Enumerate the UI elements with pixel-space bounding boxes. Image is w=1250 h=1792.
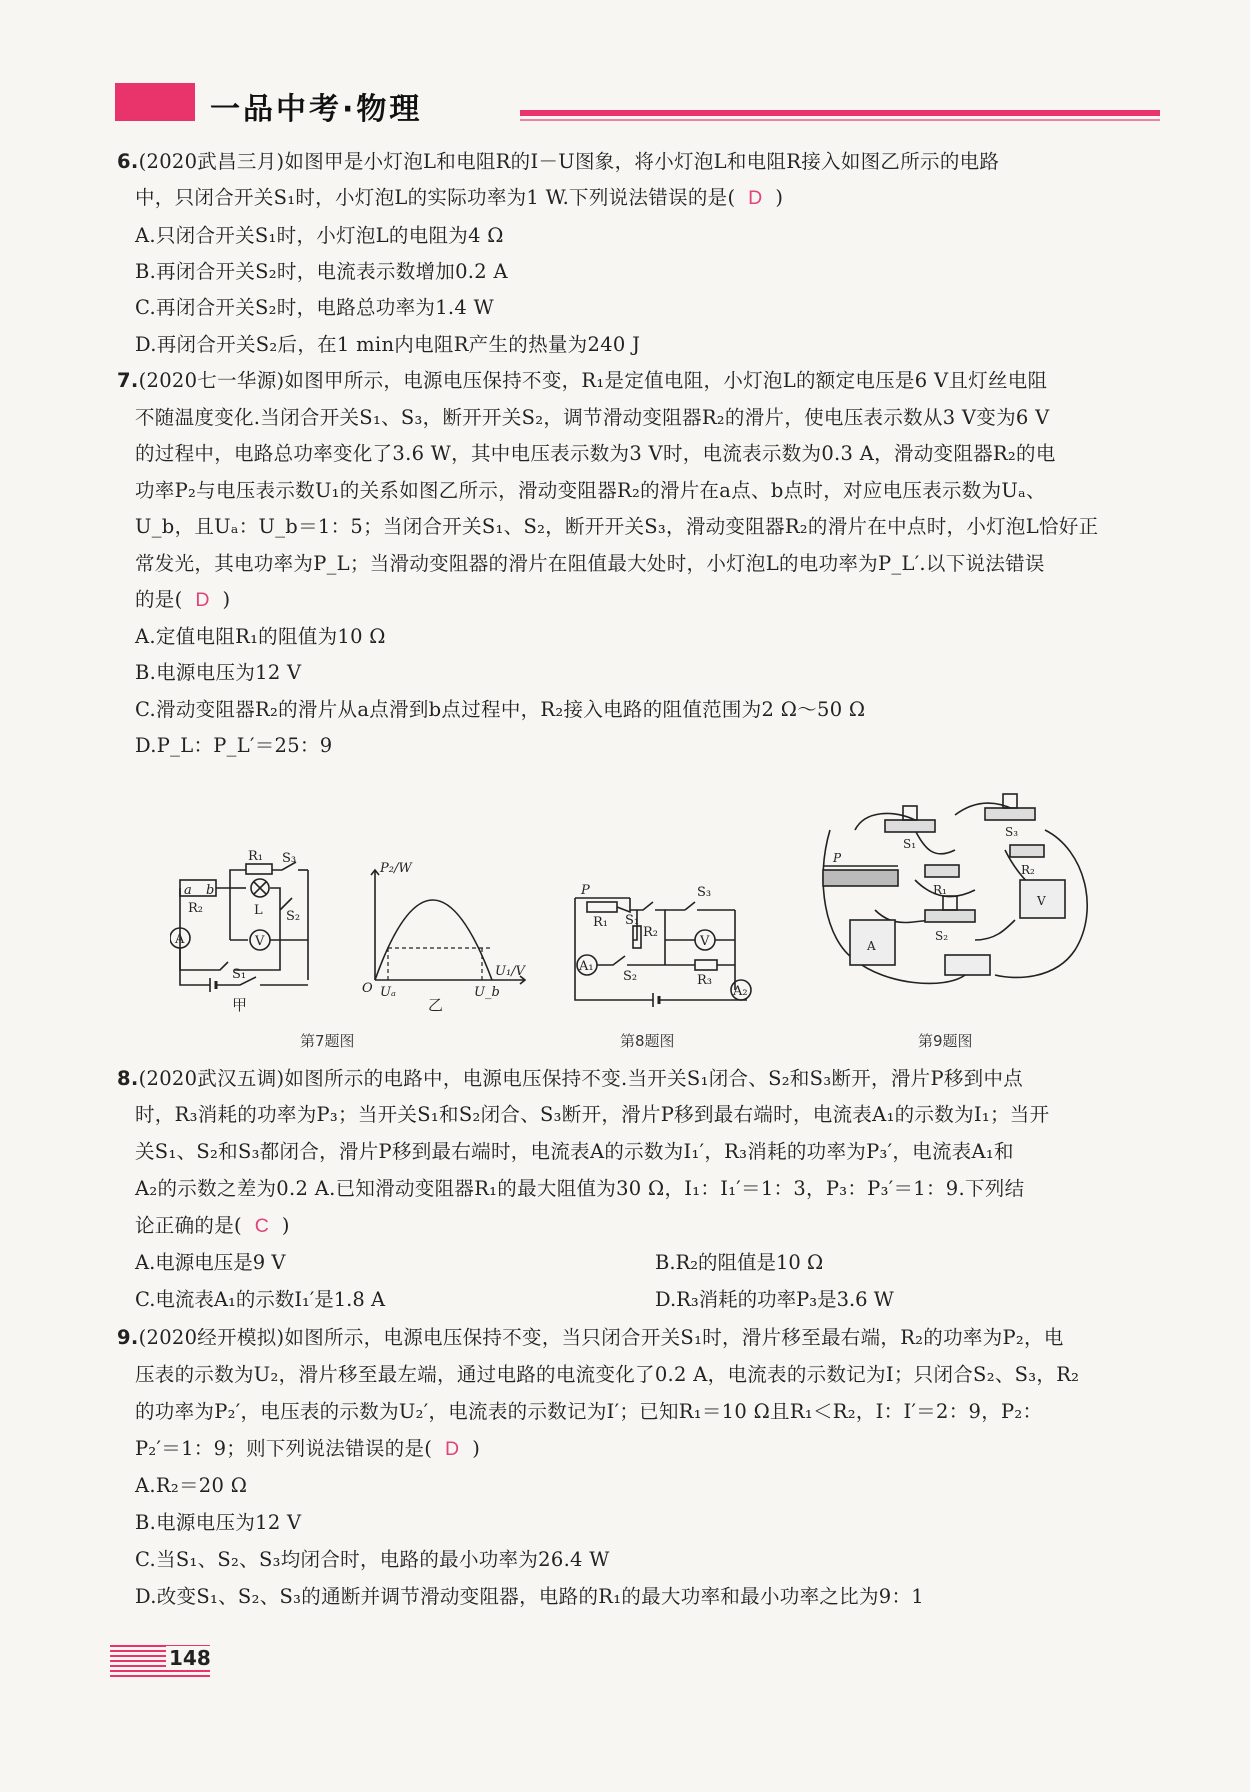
- page-number: 148: [166, 1646, 214, 1670]
- fig8-label-r1: R₁: [593, 915, 608, 930]
- fig7-graph-origin: O: [362, 981, 373, 996]
- fig9-label-r2: R₂: [1021, 863, 1035, 877]
- switch-s2: [925, 910, 975, 922]
- option-6b: B.再闭合开关S₂时，电流表示数增加0.2 A: [135, 260, 508, 283]
- question-7-line-4: 功率P₂与电压表示数U₁的关系如图乙所示，滑动变阻器R₂的滑片在a点、b点时，对应电压表示数为Uₐ、: [135, 479, 1046, 502]
- fig8-label-v: V: [700, 934, 710, 949]
- fig7-label-r2: R₂: [188, 901, 203, 916]
- switch-s1: [885, 820, 935, 832]
- option-8c: C.电流表A₁的示数I₁′是1.8 A: [135, 1288, 386, 1311]
- resistor-r1: [587, 902, 617, 912]
- fig8-label-s1: S₁: [625, 913, 640, 928]
- resistor-r1: [246, 864, 272, 874]
- fig8-label-p: P: [581, 883, 590, 898]
- question-8-line-2: 时，R₃消耗的功率为P₃；当开关S₁和S₂闭合、S₃断开，滑片P移到最右端时，电流表A₁的示数为I₁；当开: [135, 1103, 1050, 1126]
- header-title: 一品中考·物理: [210, 92, 423, 127]
- fig9-label-s2: S₂: [935, 929, 949, 943]
- question-6-line-2: 中，只闭合开关S₁时，小灯泡L的实际功率为1 W.下列说法错误的是( D ): [135, 186, 784, 209]
- fig7-label-r1: R₁: [248, 850, 263, 864]
- figure-9: [815, 790, 1100, 995]
- option-9c: C.当S₁、S₂、S₃均闭合时，电路的最小功率为26.4 W: [135, 1548, 610, 1571]
- option-6d: D.再闭合开关S₂后，在1 min内电阻R产生的热量为240 J: [135, 333, 641, 356]
- answer-6: D: [748, 187, 763, 209]
- fig7-graph-xlabel: U₁/V: [495, 964, 525, 979]
- fig7-graph-ub: U_b: [474, 985, 500, 1000]
- option-8d: D.R₃消耗的功率P₃是3.6 W: [655, 1288, 894, 1311]
- option-8a: A.电源电压是9 V: [135, 1251, 286, 1274]
- question-8-line-5: 论正确的是( C ): [135, 1214, 290, 1237]
- caption-fig8: 第8题图: [620, 1032, 675, 1050]
- rheostat: [823, 870, 898, 886]
- fig8-label-s2: S₂: [623, 969, 638, 984]
- fig9-label-p: P: [833, 851, 842, 865]
- option-9a: A.R₂＝20 Ω: [135, 1474, 248, 1497]
- option-7a: A.定值电阻R₁的阻值为10 Ω: [135, 625, 386, 648]
- question-9-line-1: 9.(2020经开模拟)如图所示，电源电压保持不变，当只闭合开关S₁时，滑片移至最右端，R₂的功率为P₂，电: [117, 1326, 1064, 1349]
- fig7-jia-label: 甲: [232, 996, 248, 1014]
- fig7-graph-ua: Uₐ: [380, 985, 396, 1000]
- resistor-r2: [1010, 845, 1044, 857]
- option-9b: B.电源电压为12 V: [135, 1511, 302, 1534]
- option-7d: D.P_L：P_L′＝25：9: [135, 734, 333, 757]
- caption-fig7: 第7题图: [300, 1032, 355, 1050]
- question-6-line-1: 6.(2020武昌三月)如图甲是小灯泡L和电阻R的I－U图象，将小灯泡L和电阻R接入如图乙所示的电路: [117, 150, 1000, 173]
- resistor-r3: [695, 960, 717, 970]
- figure-7: [170, 850, 550, 1015]
- battery: [945, 955, 990, 975]
- fig8-label-a2: A₂: [733, 984, 748, 999]
- graph-curve: [375, 900, 492, 980]
- figure-8: [565, 880, 755, 1015]
- question-7-line-7: 的是( D ): [135, 588, 231, 611]
- option-7b: B.电源电压为12 V: [135, 661, 302, 684]
- fig8-label-a1: A₁: [579, 959, 594, 974]
- question-8-line-3: 关S₁、S₂和S₃都闭合，滑片P移到最右端时，电流表A的示数为I₁′，R₃消耗的功率为P₃′，电流表A₁和: [135, 1140, 1014, 1163]
- fig7-label-a: a: [184, 883, 192, 898]
- question-9-line-4: P₂′＝1：9；则下列说法错误的是( D ): [135, 1437, 481, 1460]
- header-rule-thin: [520, 119, 1160, 121]
- fig7-label-v: V: [255, 934, 265, 949]
- fig7-graph-ylabel: P₂/W: [380, 861, 412, 876]
- question-9-line-2: 压表的示数为U₂，滑片移至最左端，通过电路的电流变化了0.2 A，电流表的示数记为I；只闭合S₂、S₃，R₂: [135, 1363, 1080, 1386]
- answer-9: D: [444, 1438, 460, 1460]
- question-7-line-1: 7.(2020七一华源)如图甲所示，电源电压保持不变，R₁是定值电阻，小灯泡L的额定电压是6 V且灯丝电阻: [117, 369, 1048, 392]
- header-rule: [520, 110, 1160, 116]
- option-8b: B.R₂的阻值是10 Ω: [655, 1251, 824, 1274]
- fig9-label-s1: S₁: [903, 837, 917, 851]
- answer-8: C: [254, 1215, 270, 1237]
- question-9-line-3: 的功率为P₂′，电压表的示数为U₂′，电流表的示数记为I′；已知R₁＝10 Ω且R₁＜R₂，I：I′＝2：9，P₂：: [135, 1400, 1043, 1423]
- option-9d: D.改变S₁、S₂、S₃的通断并调节滑动变阻器，电路的R₁的最大功率和最小功率之比为9：1: [135, 1585, 924, 1608]
- fig8-label-r2: R₂: [643, 925, 658, 940]
- fig7-label-s2: S₂: [286, 909, 301, 924]
- fig7-label-l: L: [254, 903, 263, 918]
- option-6c: C.再闭合开关S₂时，电路总功率为1.4 W: [135, 296, 494, 319]
- question-7-line-2: 不随温度变化.当闭合开关S₁、S₃，断开开关S₂，调节滑动变阻器R₂的滑片，使电压表示数从3 V变为6 V: [135, 406, 1050, 429]
- question-7-line-3: 的过程中，电路总功率变化了3.6 W，其中电压表示数为3 V时，电流表示数为0.3 A，滑动变阻器R₂的电: [135, 442, 1056, 465]
- fig8-label-r3: R₃: [697, 973, 712, 988]
- answer-7: D: [195, 589, 210, 611]
- header-accent-block: [115, 83, 195, 121]
- fig7-label-a-meter: A: [175, 932, 185, 947]
- option-6a: A.只闭合开关S₁时，小灯泡L的电阻为4 Ω: [135, 224, 504, 247]
- fig8-label-s3: S₃: [697, 885, 712, 900]
- question-8-line-1: 8.(2020武汉五调)如图所示的电路中，电源电压保持不变.当开关S₁闭合、S₂和S₃断开，滑片P移到中点: [117, 1067, 1024, 1090]
- fig9-label-s3: S₃: [1005, 825, 1019, 839]
- question-7-line-6: 常发光，其电功率为P_L；当滑动变阻器的滑片在阻值最大处时，小灯泡L的电功率为P_L′.以下说法错误: [135, 552, 1045, 575]
- caption-fig9: 第9题图: [918, 1032, 973, 1050]
- fig7-label-b: b: [206, 883, 215, 898]
- resistor-r1: [925, 865, 959, 877]
- fig9-label-v: V: [1037, 894, 1046, 908]
- fig9-label-r1: R₁: [933, 883, 947, 897]
- fig9-label-a: A: [867, 939, 876, 953]
- option-7c: C.滑动变阻器R₂的滑片从a点滑到b点过程中，R₂接入电路的阻值范围为2 Ω～50 Ω: [135, 698, 866, 721]
- fig7-yi-label: 乙: [428, 996, 444, 1014]
- fig7-label-s1: S₁: [232, 967, 247, 982]
- switch-s3: [985, 808, 1035, 820]
- fig7-label-s3: S₃: [282, 851, 297, 866]
- question-8-line-4: A₂的示数之差为0.2 A.已知滑动变阻器R₁的最大阻值为30 Ω，I₁：I₁′＝1：3，P₃：P₃′＝1：9.下列结: [135, 1177, 1025, 1200]
- question-7-line-5: U_b，且Uₐ：U_b＝1：5；当闭合开关S₁、S₂，断开开关S₃，滑动变阻器R₂的滑片在中点时，小灯泡L恰好正: [135, 515, 1099, 538]
